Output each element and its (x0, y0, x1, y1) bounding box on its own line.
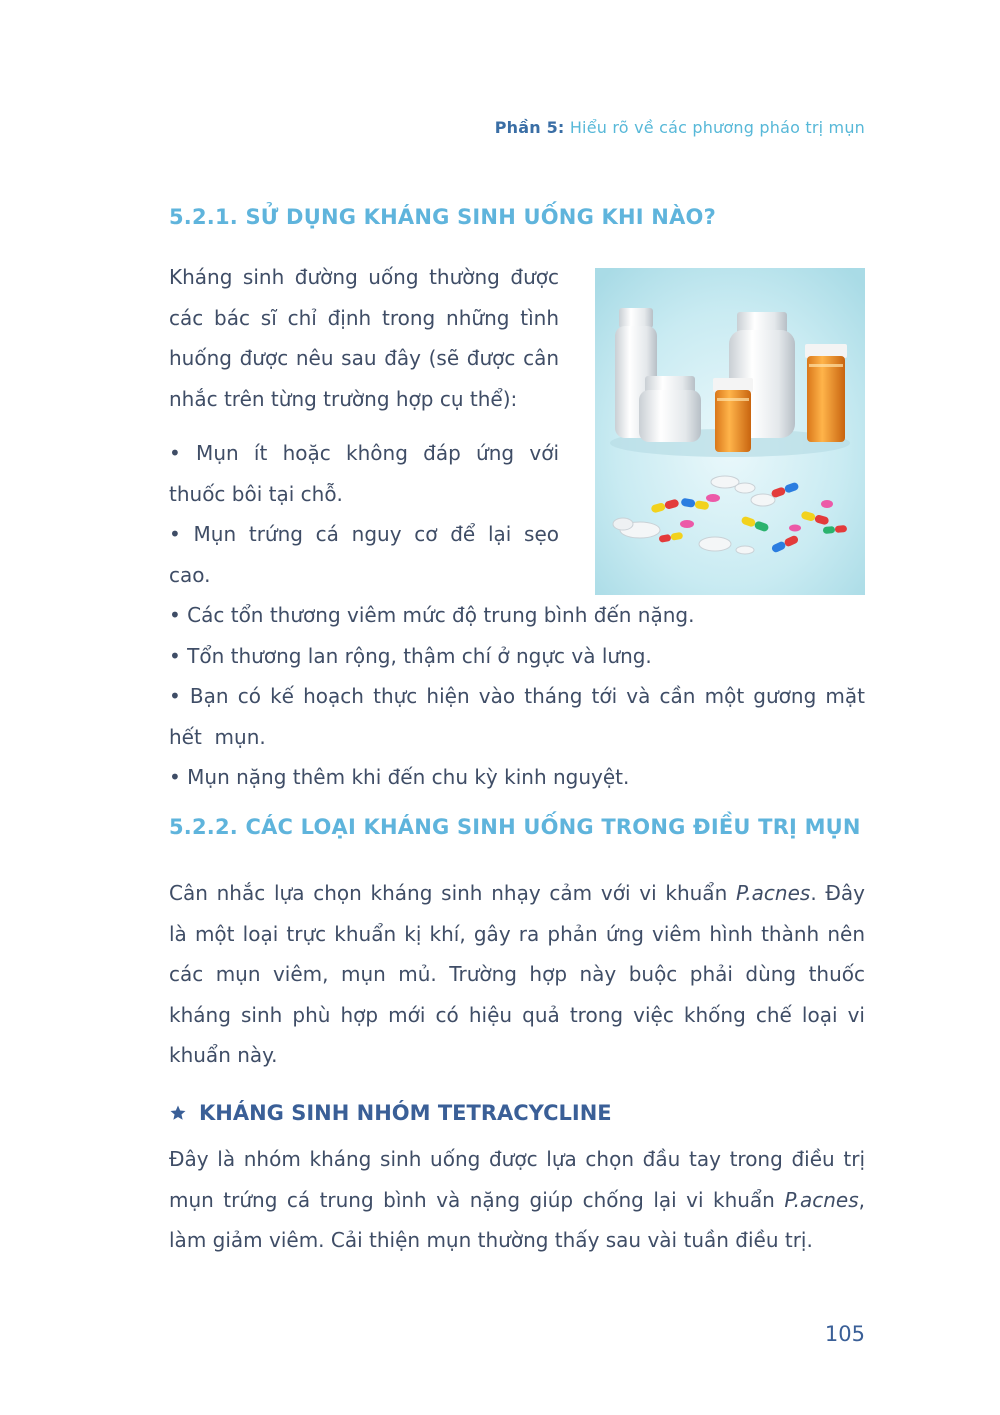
header-topic: Hiểu rõ về các phương pháo trị mụn (569, 118, 865, 137)
bullet-1-line-2: thuốc bôi tại chỗ. (169, 481, 343, 506)
bullet-1-line-1: • Mụn ít hoặc không đáp ứng với (169, 441, 559, 465)
section2-line-1-tail: . Đây (810, 881, 865, 905)
section2-line-4: kháng sinh phù hợp mới có hiệu quả trong việc khống chế loại vi (169, 1002, 865, 1027)
tetracycline-line-2 (169, 1180, 865, 1221)
orange-bottle-small (713, 378, 753, 452)
bullet-5-line-1: • Bạn có kế hoạch thực hiện vào tháng tới và cần một gương mặt (169, 684, 865, 708)
star-icon (169, 1104, 187, 1122)
section2-line-2: là một loại trực khuẩn kị khí, gây ra phản ứng viêm hình thành nên (169, 921, 865, 946)
section-heading-5-2-2: 5.2.2. CÁC LOẠI KHÁNG SINH UỐNG TRONG ĐIỀU TRỊ MỤN (169, 815, 861, 839)
bullet-4: • Tổn thương lan rộng, thậm chí ở ngực và lưng. (169, 643, 652, 668)
tetracycline-line-2-text: mụn trứng cá trung bình và nặng giúp chống lại vi khuẩn (169, 1187, 785, 1212)
orange-bottle-tall (805, 344, 847, 442)
tetracycline-paragraph (169, 1139, 865, 1261)
section-heading-5-2-1: 5.2.1. SỬ DỤNG KHÁNG SINH UỐNG KHI NÀO? (169, 205, 716, 229)
tetracycline-line-2-tail: , (858, 1187, 865, 1212)
pacnes-term-2: P.acnes (784, 1187, 859, 1212)
section2-paragraph (169, 873, 865, 1076)
header-part: Phần 5: (494, 118, 565, 137)
intro-line-4: nhắc trên từng trường hợp cụ thể): (169, 386, 518, 411)
bullet-5-line-2: hết mụn. (169, 724, 266, 749)
bullet-6: • Mụn nặng thêm khi đến chu kỳ kinh nguyệt. (169, 765, 630, 789)
running-header (495, 118, 865, 137)
bullet-2-line-1: • Mụn trứng cá nguy cơ để lại sẹo (169, 522, 559, 546)
bullet-3: • Các tổn thương viêm mức độ trung bình đến nặng. (169, 603, 695, 627)
section2-line-5: khuẩn này. (169, 1043, 278, 1067)
tetracycline-heading (169, 1101, 612, 1125)
white-bottle-short (639, 376, 701, 442)
pacnes-term: P.acnes (735, 881, 811, 905)
page-number: 105 (824, 1322, 865, 1346)
bullet-2-line-2: cao. (169, 562, 211, 587)
section2-line-1 (169, 873, 865, 914)
section2-line-1-text: Cân nhắc lựa chọn kháng sinh nhạy cảm với vi khuẩn (169, 881, 736, 905)
section2-line-3: các mụn viêm, mụn mủ. Trường hợp này buộc phải dùng thuốc (169, 962, 865, 986)
tetracycline-line-3: làm giảm viêm. Cải thiện mụn thường thấy sau vài tuần điều trị. (169, 1228, 813, 1252)
tetracycline-heading-text: KHÁNG SINH NHÓM TETRACYCLINE (199, 1101, 612, 1125)
pill-bottles-illustration (595, 268, 865, 595)
intro-line-1: Kháng sinh đường uống thường được (169, 265, 559, 289)
intro-line-2: các bác sĩ chỉ định trong những tình (169, 305, 559, 330)
intro-line-3: huống được nêu sau đây (sẽ được cân (169, 346, 559, 370)
tetracycline-line-1: Đây là nhóm kháng sinh uống được lựa chọn đầu tay trong điều trị (169, 1147, 865, 1171)
